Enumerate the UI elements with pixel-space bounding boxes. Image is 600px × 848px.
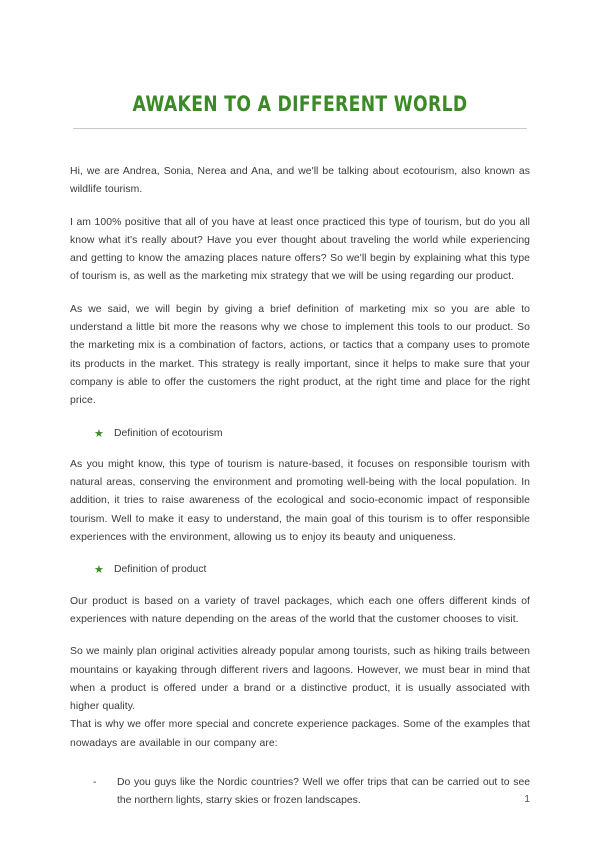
list-item: [70, 425, 530, 443]
dash-item-text-nordic: Do you guys like the Nordic countries? Well we offer trips that can be carried out to see the northern lights, starry skies or frozen landscapes.: [117, 777, 530, 807]
title-divider: [73, 128, 527, 129]
dash-bullet-icon: -: [93, 777, 97, 789]
paragraph-marketing-mix: As we said, we will begin by giving a brief definition of marketing mix so you are able to understand a little bit more the reasons why we chose to implement this tools to our product. So the marketing mix is a combination of factors, actions, or tactics that a company uses to promote its products in the market. This strategy is really important, since it helps to make sure that your company is able to offer the customers the right product, at the right time and place for the right price.: [70, 303, 530, 407]
star-icon: ★: [94, 564, 104, 577]
bullet-label-definition-ecotourism: Definition of ecotourism: [114, 427, 223, 439]
list-item: [70, 774, 530, 811]
paragraph-intro: Hi, we are Andrea, Sonia, Nerea and Ana, and we'll be talking about ecotourism, also known as wildlife tourism.: [70, 166, 530, 196]
paragraph-product-definition: Our product is based on a variety of travel packages, which each one offers different kinds of experiences with nature depending on the areas of the world that the customer chooses to visit.: [70, 595, 530, 625]
paragraph-overview: I am 100% positive that all of you have at least once practiced this type of tourism, but do you all know what it's really about? Have you ever thought about traveling the world while experiencing and getting to know the amazing places nature offers? So we'll begin by explaining what this type of tourism is, as well as the marketing mix strategy that we will be using regarding our product.: [70, 216, 530, 283]
bullet-label-definition-product: Definition of product: [114, 564, 207, 576]
paragraph-examples-intro: That is why we offer more special and concrete experience packages. Some of the examples that nowadays are available in our company are:: [70, 719, 530, 749]
star-icon: ★: [94, 427, 104, 440]
document-body: [70, 163, 530, 823]
page-title: AWAKEN TO A DIFFERENT WORLD: [132, 92, 468, 118]
list-item: [70, 561, 530, 579]
page-number: 1: [524, 794, 530, 805]
paragraph-activities: So we mainly plan original activities already popular among tourists, such as hiking trails between mountains or kayaking through different rivers and lagoons. However, we must bear in mind that when a product is offered under a brand or a distinctive product, it is usually associated with higher quality.: [70, 646, 530, 713]
paragraph-ecotourism-definition: As you might know, this type of tourism is nature-based, it focuses on responsible tourism with natural areas, conserving the environment and promoting well-being with the local population. In addition, it tries to raise awareness of the ecological and socio-economic impact of responsible tourism. Well to make it easy to understand, the main goal of this tourism is to offer responsible experiences with the environment, allowing us to enjoy its beauty and uniqueness.: [70, 458, 530, 544]
